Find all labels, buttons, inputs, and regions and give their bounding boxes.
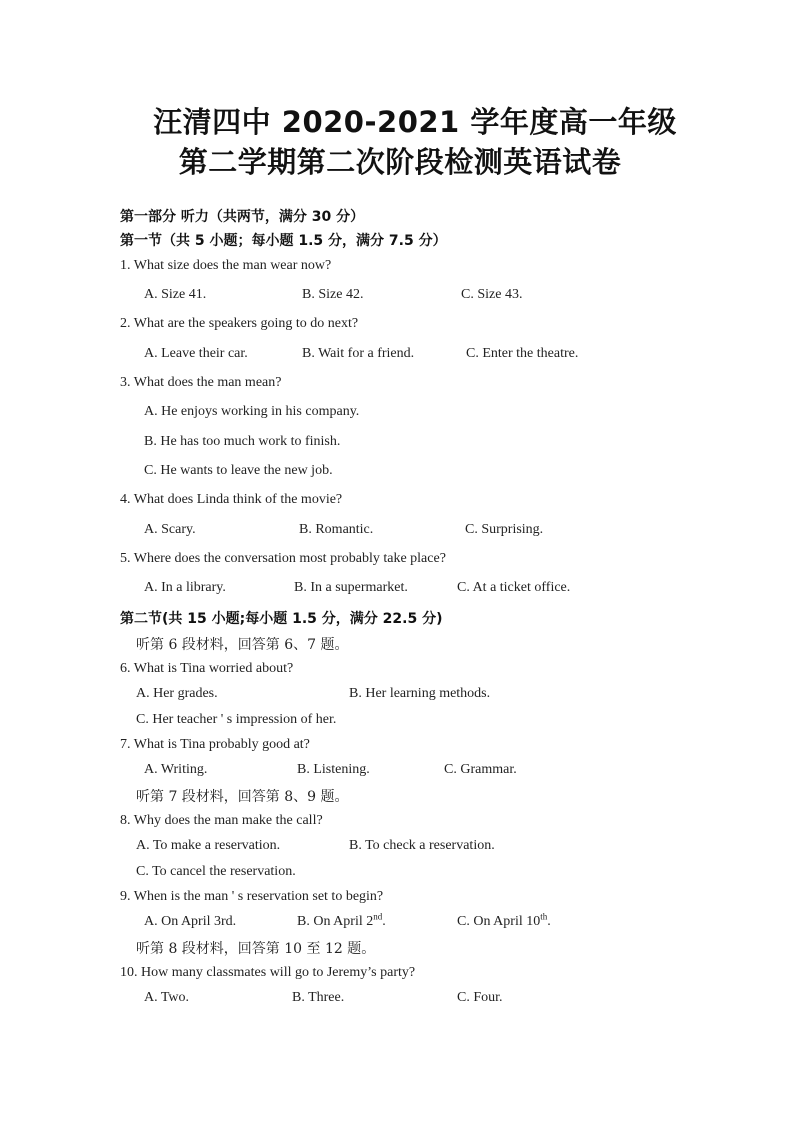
- q9-option-b-sup: nd: [373, 911, 383, 922]
- q10-option-a: A. Two.: [144, 990, 190, 1005]
- section1-heading: 第一节（共 5 小题；每小题 1.5 分，满分 7.5 分）: [120, 233, 447, 249]
- q9-option-c-text: C. On April 10: [457, 914, 541, 929]
- q4-option-a: A. Scary.: [144, 522, 196, 537]
- question-9: 9. When is the man ' s reservation set to begin?: [120, 889, 384, 904]
- part1-heading: 第一部分 听力（共两节，满分 30 分）: [120, 209, 365, 225]
- q3-option-b: B. He has too much work to finish.: [144, 434, 341, 449]
- q1-option-a: A. Size 41.: [144, 287, 207, 302]
- material-7-instruction: 听第 7 段材料，回答第 8、9 题。: [136, 789, 349, 805]
- q3-option-c: C. He wants to leave the new job.: [144, 463, 333, 478]
- question-4: 4. What does Linda think of the movie?: [120, 492, 343, 507]
- q7-option-c: C. Grammar.: [444, 762, 517, 777]
- question-3: 3. What does the man mean?: [120, 375, 282, 390]
- question-5: 5. Where does the conversation most probably take place?: [120, 551, 446, 566]
- q6-option-a: A. Her grades.: [136, 686, 218, 701]
- q9-option-a: A. On April 3rd.: [144, 914, 237, 929]
- q9-option-b-text: B. On April 2: [297, 914, 374, 929]
- material-8-instruction: 听第 8 段材料，回答第 10 至 12 题。: [136, 941, 376, 957]
- question-8: 8. Why does the man make the call?: [120, 813, 323, 828]
- q8-option-c: C. To cancel the reservation.: [136, 864, 296, 879]
- question-2: 2. What are the speakers going to do next?: [120, 316, 359, 331]
- section2-heading: 第二节(共 15 小题;每小题 1.5 分，满分 22.5 分): [120, 611, 443, 627]
- question-1: 1. What size does the man wear now?: [120, 258, 332, 273]
- q9-option-c: [457, 911, 551, 930]
- q1-option-b: B. Size 42.: [302, 287, 364, 302]
- q3-option-a: A. He enjoys working in his company.: [144, 404, 360, 419]
- q10-option-b: B. Three.: [292, 990, 345, 1005]
- q9-option-c-sup: th: [540, 911, 548, 922]
- q1-option-c: C. Size 43.: [461, 287, 523, 302]
- q2-option-a: A. Leave their car.: [144, 346, 248, 361]
- question-10: 10. How many classmates will go to Jeremy’s party?: [120, 965, 416, 980]
- exam-title-line2: 第二学期第二次阶段检测英语试卷: [178, 145, 622, 179]
- q8-option-b: B. To check a reservation.: [349, 838, 495, 853]
- q9-option-b-tail: .: [382, 914, 386, 929]
- q5-option-c: C. At a ticket office.: [457, 580, 571, 595]
- q6-option-b: B. Her learning methods.: [349, 686, 491, 701]
- q9-option-b: [297, 911, 386, 930]
- q4-option-b: B. Romantic.: [299, 522, 374, 537]
- q6-option-c: C. Her teacher ' s impression of her.: [136, 712, 337, 727]
- q5-option-b: B. In a supermarket.: [294, 580, 408, 595]
- q4-option-c: C. Surprising.: [465, 522, 544, 537]
- q2-option-c: C. Enter the theatre.: [466, 346, 579, 361]
- question-6: 6. What is Tina worried about?: [120, 661, 294, 676]
- question-7: 7. What is Tina probably good at?: [120, 737, 310, 752]
- q9-option-c-tail: .: [547, 914, 551, 929]
- q2-option-b: B. Wait for a friend.: [302, 346, 415, 361]
- q8-option-a: A. To make a reservation.: [136, 838, 281, 853]
- q10-option-c: C. Four.: [457, 990, 503, 1005]
- q7-option-a: A. Writing.: [144, 762, 208, 777]
- material-6-instruction: 听第 6 段材料，回答第 6、7 题。: [136, 637, 349, 653]
- q5-option-a: A. In a library.: [144, 580, 226, 595]
- q7-option-b: B. Listening.: [297, 762, 370, 777]
- exam-title-line1: 汪清四中 2020-2021 学年度高一年级: [153, 105, 677, 139]
